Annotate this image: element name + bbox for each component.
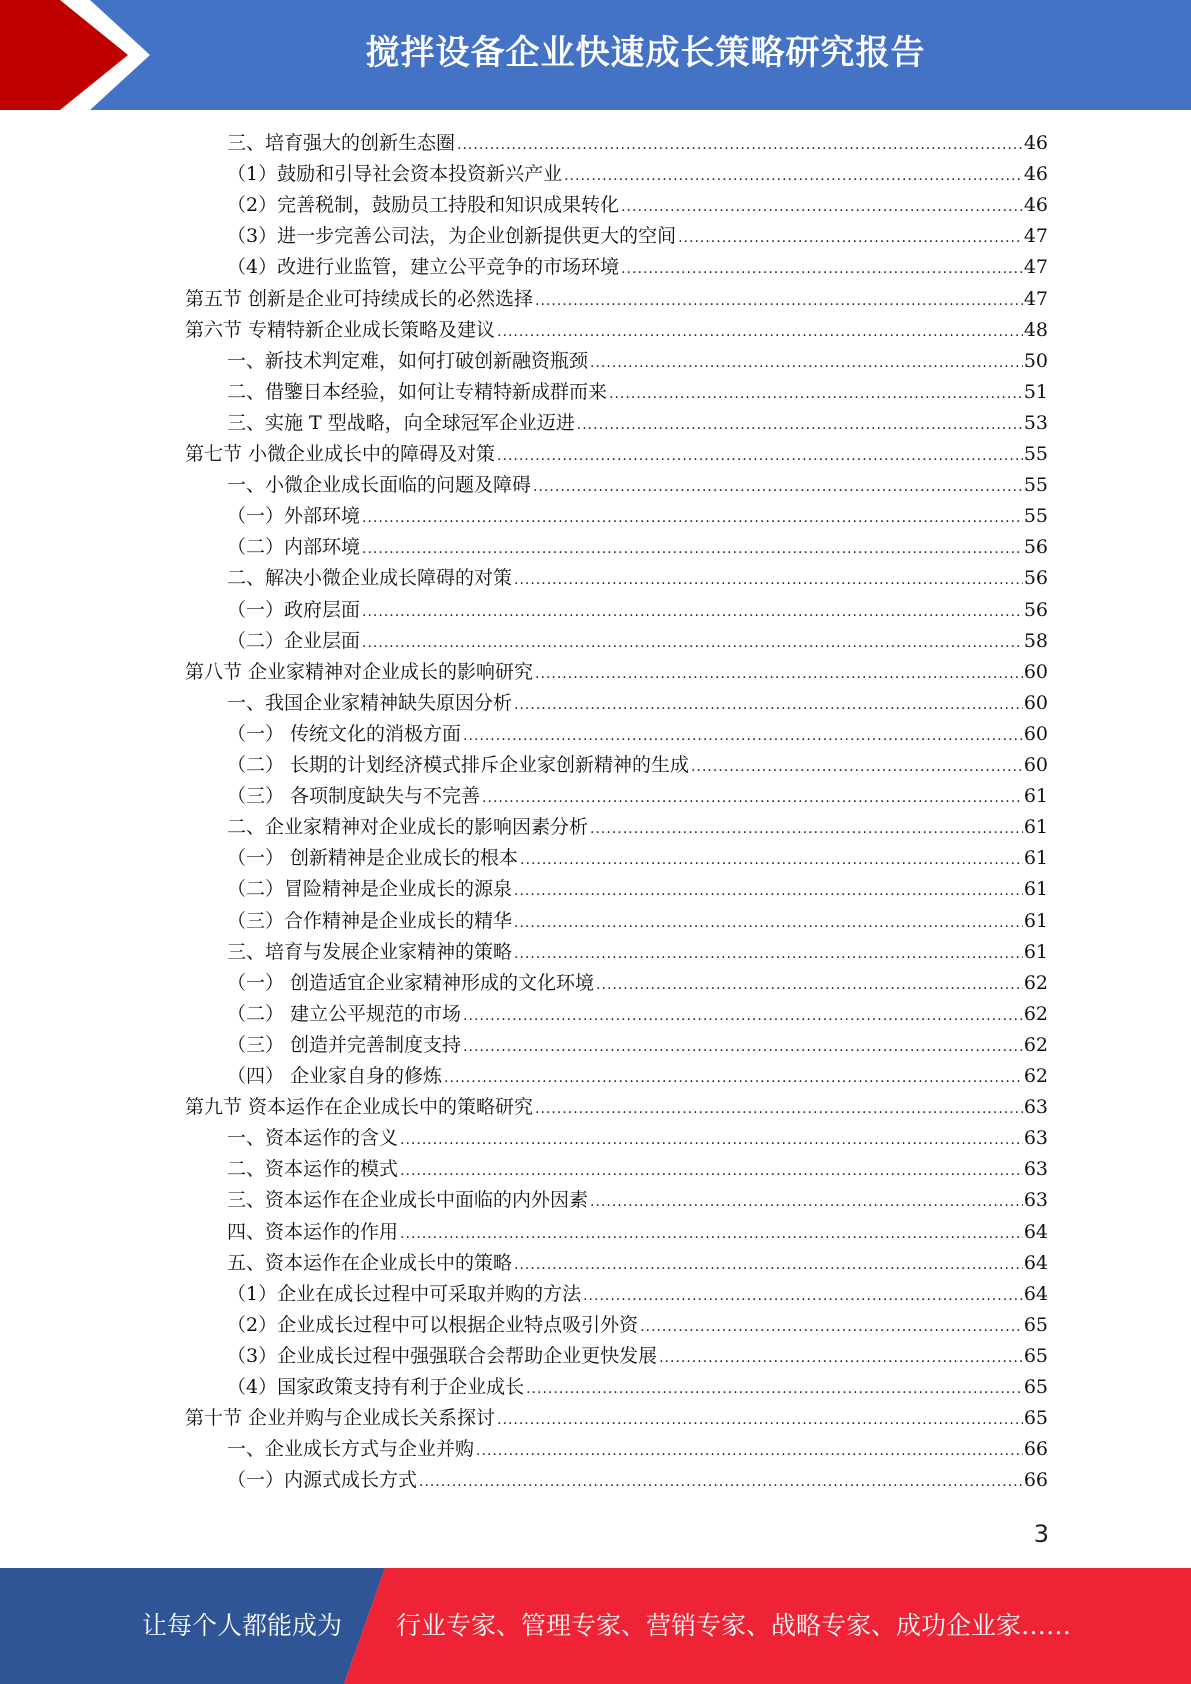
toc-entry-title: （3）企业成长过程中强强联合会帮助企业更快发展 — [227, 1345, 658, 1367]
toc-entry[interactable] — [227, 1279, 1048, 1310]
toc-entry-page: 66 — [1023, 1469, 1048, 1491]
toc-entry[interactable] — [227, 501, 1048, 532]
toc-dot-leader — [621, 261, 1023, 277]
toc-dot-leader — [497, 448, 1023, 464]
toc-entry[interactable] — [227, 1123, 1048, 1154]
toc-dot-leader — [577, 417, 1023, 433]
toc-entry-page: 62 — [1023, 972, 1048, 994]
toc-dot-leader — [514, 946, 1023, 962]
toc-dot-leader — [621, 199, 1023, 215]
toc-dot-leader — [400, 1226, 1023, 1242]
toc-entry-page: 47 — [1023, 225, 1048, 247]
footer-slogan-right: 行业专家、管理专家、营销专家、战略专家、成功企业家…… — [396, 1611, 1072, 1640]
toc-entry-page: 55 — [1023, 474, 1048, 496]
toc-entry[interactable] — [227, 1310, 1048, 1341]
toc-entry[interactable] — [227, 346, 1048, 377]
toc-entry-page: 61 — [1023, 816, 1048, 838]
toc-entry[interactable] — [227, 1434, 1048, 1465]
toc-entry-title: （1）企业在成长过程中可采取并购的方法 — [227, 1283, 582, 1305]
toc-entry[interactable] — [185, 284, 1048, 315]
toc-entry-page: 64 — [1023, 1252, 1048, 1274]
toc-entry[interactable] — [227, 1372, 1048, 1403]
toc-entry[interactable] — [185, 1403, 1048, 1434]
toc-entry-title: 第八节 企业家精神对企业成长的影响研究 — [185, 661, 534, 683]
toc-entry[interactable] — [227, 159, 1048, 190]
toc-dot-leader — [457, 137, 1023, 153]
toc-entry-title: 四、资本运作的作用 — [227, 1221, 399, 1243]
toc-entry-title: （一） 创造适宜企业家精神形成的文化环境 — [227, 972, 595, 994]
toc-dot-leader — [535, 293, 1023, 309]
toc-entry-page: 61 — [1023, 878, 1048, 900]
toc-dot-leader — [362, 510, 1023, 526]
toc-dot-leader — [463, 728, 1023, 744]
toc-dot-leader — [444, 1070, 1023, 1086]
toc-dot-leader — [514, 1257, 1023, 1273]
toc-entry[interactable] — [227, 874, 1048, 905]
toc-entry-title: （二） 长期的计划经济模式排斥企业家创新精神的生成 — [227, 754, 690, 776]
toc-entry[interactable] — [227, 1465, 1048, 1496]
page-header — [0, 0, 1191, 110]
toc-dot-leader — [482, 790, 1023, 806]
toc-entry[interactable] — [227, 937, 1048, 968]
toc-entry-title: （一）政府层面 — [227, 599, 361, 621]
toc-dot-leader — [419, 1474, 1023, 1490]
toc-entry-page: 51 — [1023, 381, 1048, 403]
toc-entry-page: 60 — [1023, 723, 1048, 745]
toc-entry-page: 62 — [1023, 1065, 1048, 1087]
toc-entry[interactable] — [227, 812, 1048, 843]
toc-entry-title: （一） 创新精神是企业成长的根本 — [227, 847, 519, 869]
toc-dot-leader — [514, 883, 1023, 899]
toc-dot-leader — [535, 1101, 1023, 1117]
toc-dot-leader — [609, 386, 1023, 402]
toc-entry-title: （一） 传统文化的消极方面 — [227, 723, 462, 745]
toc-dot-leader — [590, 821, 1023, 837]
toc-dot-leader — [590, 1194, 1023, 1210]
toc-dot-leader — [590, 355, 1023, 371]
toc-dot-leader — [564, 168, 1023, 184]
toc-entry-title: 第五节 创新是企业可持续成长的必然选择 — [185, 288, 534, 310]
toc-entry-title: 一、小微企业成长面临的问题及障碍 — [227, 474, 532, 496]
toc-entry[interactable] — [227, 1217, 1048, 1248]
toc-entry-title: 第六节 专精特新企业成长策略及建议 — [185, 319, 496, 341]
toc-entry[interactable] — [227, 688, 1048, 719]
toc-dot-leader — [691, 759, 1023, 775]
toc-entry-page: 56 — [1023, 599, 1048, 621]
toc-entry[interactable] — [227, 968, 1048, 999]
toc-dot-leader — [514, 915, 1023, 931]
toc-dot-leader — [362, 635, 1023, 651]
toc-entry[interactable] — [185, 439, 1048, 470]
toc-entry-page: 63 — [1023, 1127, 1048, 1149]
toc-entry[interactable] — [185, 657, 1048, 688]
toc-entry[interactable] — [227, 377, 1048, 408]
toc-entry-page: 63 — [1023, 1158, 1048, 1180]
toc-entry[interactable] — [227, 1154, 1048, 1185]
toc-entry-page: 64 — [1023, 1221, 1048, 1243]
toc-entry[interactable] — [227, 1185, 1048, 1216]
toc-entry-title: （二） 建立公平规范的市场 — [227, 1003, 462, 1025]
toc-entry-title: （四） 企业家自身的修炼 — [227, 1065, 443, 1087]
toc-entry-page: 61 — [1023, 847, 1048, 869]
toc-entry[interactable] — [227, 595, 1048, 626]
toc-entry[interactable] — [227, 1061, 1048, 1092]
toc-dot-leader — [514, 697, 1023, 713]
toc-entry-title: （三） 各项制度缺失与不完善 — [227, 785, 481, 807]
toc-entry[interactable] — [185, 315, 1048, 346]
toc-entry-title: 一、资本运作的含义 — [227, 1127, 399, 1149]
toc-entry-title: 三、资本运作在企业成长中面临的内外因素 — [227, 1189, 589, 1211]
toc-entry-page: 48 — [1023, 319, 1048, 341]
toc-entry-page: 62 — [1023, 1003, 1048, 1025]
toc-entry[interactable] — [227, 999, 1048, 1030]
toc-entry-title: 三、实施 T 型战略，向全球冠军企业迈进 — [227, 412, 575, 434]
toc-dot-leader — [497, 324, 1023, 340]
toc-entry-page: 60 — [1023, 661, 1048, 683]
toc-entry-title: 三、培育与发展企业家精神的策略 — [227, 941, 513, 963]
toc-entry-title: （2）企业成长过程中可以根据企业特点吸引外资 — [227, 1314, 639, 1336]
toc-entry-page: 56 — [1023, 536, 1048, 558]
toc-entry-page: 46 — [1023, 132, 1048, 154]
toc-dot-leader — [583, 1288, 1023, 1304]
toc-dot-leader — [463, 1039, 1023, 1055]
toc-dot-leader — [362, 604, 1023, 620]
toc-dot-leader — [476, 1443, 1023, 1459]
toc-entry[interactable] — [227, 626, 1048, 657]
toc-entry-page: 65 — [1023, 1345, 1048, 1367]
toc-entry-page: 65 — [1023, 1314, 1048, 1336]
toc-entry-title: （二）企业层面 — [227, 630, 361, 652]
toc-entry-page: 64 — [1023, 1283, 1048, 1305]
toc-entry-title: （3）进一步完善公司法，为企业创新提供更大的空间 — [227, 225, 677, 247]
toc-entry-page: 60 — [1023, 692, 1048, 714]
toc-entry-page: 61 — [1023, 941, 1048, 963]
toc-entry-title: （二）内部环境 — [227, 536, 361, 558]
toc-entry[interactable] — [227, 470, 1048, 501]
toc-entry-page: 46 — [1023, 194, 1048, 216]
toc-dot-leader — [520, 852, 1023, 868]
toc-entry-page: 47 — [1023, 288, 1048, 310]
toc-entry-title: 第七节 小微企业成长中的障碍及对策 — [185, 443, 496, 465]
toc-entry[interactable] — [227, 781, 1048, 812]
toc-entry-title: 第九节 资本运作在企业成长中的策略研究 — [185, 1096, 534, 1118]
toc-entry-page: 66 — [1023, 1438, 1048, 1460]
toc-entry-page: 50 — [1023, 350, 1048, 372]
toc-dot-leader — [463, 1008, 1023, 1024]
toc-entry-title: 一、企业成长方式与企业并购 — [227, 1438, 475, 1460]
toc-entry[interactable] — [227, 128, 1048, 159]
toc-entry-title: 二、企业家精神对企业成长的影响因素分析 — [227, 816, 589, 838]
footer-slogan-left: 让每个人都能成为 — [142, 1611, 343, 1640]
page-number: 3 — [1033, 1520, 1049, 1548]
toc-entry-page: 53 — [1023, 412, 1048, 434]
toc-entry-title: 三、培育强大的创新生态圈 — [227, 132, 456, 154]
toc-dot-leader — [640, 1319, 1023, 1335]
toc-dot-leader — [497, 1412, 1023, 1428]
toc-entry-page: 63 — [1023, 1096, 1048, 1118]
toc-dot-leader — [514, 572, 1023, 588]
toc-entry-title: （4）改进行业监管，建立公平竞争的市场环境 — [227, 256, 620, 278]
toc-entry-title: （二）冒险精神是企业成长的源泉 — [227, 878, 513, 900]
toc-entry-page: 60 — [1023, 754, 1048, 776]
toc-entry-title: 五、资本运作在企业成长中的策略 — [227, 1252, 513, 1274]
toc-entry[interactable] — [227, 221, 1048, 252]
toc-dot-leader — [535, 666, 1023, 682]
toc-dot-leader — [526, 1381, 1023, 1397]
toc-entry-page: 63 — [1023, 1189, 1048, 1211]
toc-entry[interactable] — [227, 252, 1048, 283]
toc-entry-title: 二、资本运作的模式 — [227, 1158, 399, 1180]
toc-entry-page: 55 — [1023, 505, 1048, 527]
toc-entry-title: （三）合作精神是企业成长的精华 — [227, 910, 513, 932]
toc-entry-title: 二、借鑒日本经验，如何让专精特新成群而来 — [227, 381, 608, 403]
toc-dot-leader — [596, 977, 1023, 993]
toc-entry[interactable] — [227, 1030, 1048, 1061]
toc-dot-leader — [400, 1163, 1023, 1179]
toc-entry[interactable] — [227, 1341, 1048, 1372]
toc-dot-leader — [678, 230, 1023, 246]
toc-entry-title: 二、解决小微企业成长障碍的对策 — [227, 567, 513, 589]
toc-entry[interactable] — [227, 1248, 1048, 1279]
toc-entry[interactable] — [227, 532, 1048, 563]
page-footer — [0, 1568, 1191, 1684]
toc-entry-page: 65 — [1023, 1407, 1048, 1429]
toc-dot-leader — [533, 479, 1023, 495]
toc-entry-page: 55 — [1023, 443, 1048, 465]
toc-entry[interactable] — [185, 1092, 1048, 1123]
toc-entry-title: （1）鼓励和引导社会资本投资新兴产业 — [227, 163, 563, 185]
toc-entry-title: （一）外部环境 — [227, 505, 361, 527]
toc-entry[interactable] — [227, 563, 1048, 594]
toc-entry-page: 47 — [1023, 256, 1048, 278]
toc-entry-title: （一）内源式成长方式 — [227, 1469, 418, 1491]
toc-dot-leader — [362, 541, 1023, 557]
toc-entry-title: 第十节 企业并购与企业成长关系探讨 — [185, 1407, 496, 1429]
toc-entry-page: 46 — [1023, 163, 1048, 185]
document-title: 搅拌设备企业快速成长策略研究报告 — [365, 33, 926, 73]
toc-entry[interactable] — [227, 906, 1048, 937]
toc-entry-title: （4）国家政策支持有利于企业成长 — [227, 1376, 525, 1398]
toc-entry[interactable] — [227, 190, 1048, 221]
toc-entry[interactable] — [227, 843, 1048, 874]
toc-entry-page: 62 — [1023, 1034, 1048, 1056]
toc-entry[interactable] — [227, 719, 1048, 750]
toc-entry-page: 61 — [1023, 910, 1048, 932]
toc-entry-title: （2）完善税制，鼓励员工持股和知识成果转化 — [227, 194, 620, 216]
toc-entry-page: 65 — [1023, 1376, 1048, 1398]
toc-entry[interactable] — [227, 408, 1048, 439]
toc-entry-title: （三） 创造并完善制度支持 — [227, 1034, 462, 1056]
toc-entry-title: 一、新技术判定难，如何打破创新融资瓶颈 — [227, 350, 589, 372]
toc-entry[interactable] — [227, 750, 1048, 781]
toc-entry-page: 61 — [1023, 785, 1048, 807]
toc-dot-leader — [659, 1350, 1023, 1366]
toc-dot-leader — [400, 1132, 1023, 1148]
toc-entry-page: 56 — [1023, 567, 1048, 589]
toc-entry-title: 一、我国企业家精神缺失原因分析 — [227, 692, 513, 714]
toc-entry-page: 58 — [1023, 630, 1048, 652]
